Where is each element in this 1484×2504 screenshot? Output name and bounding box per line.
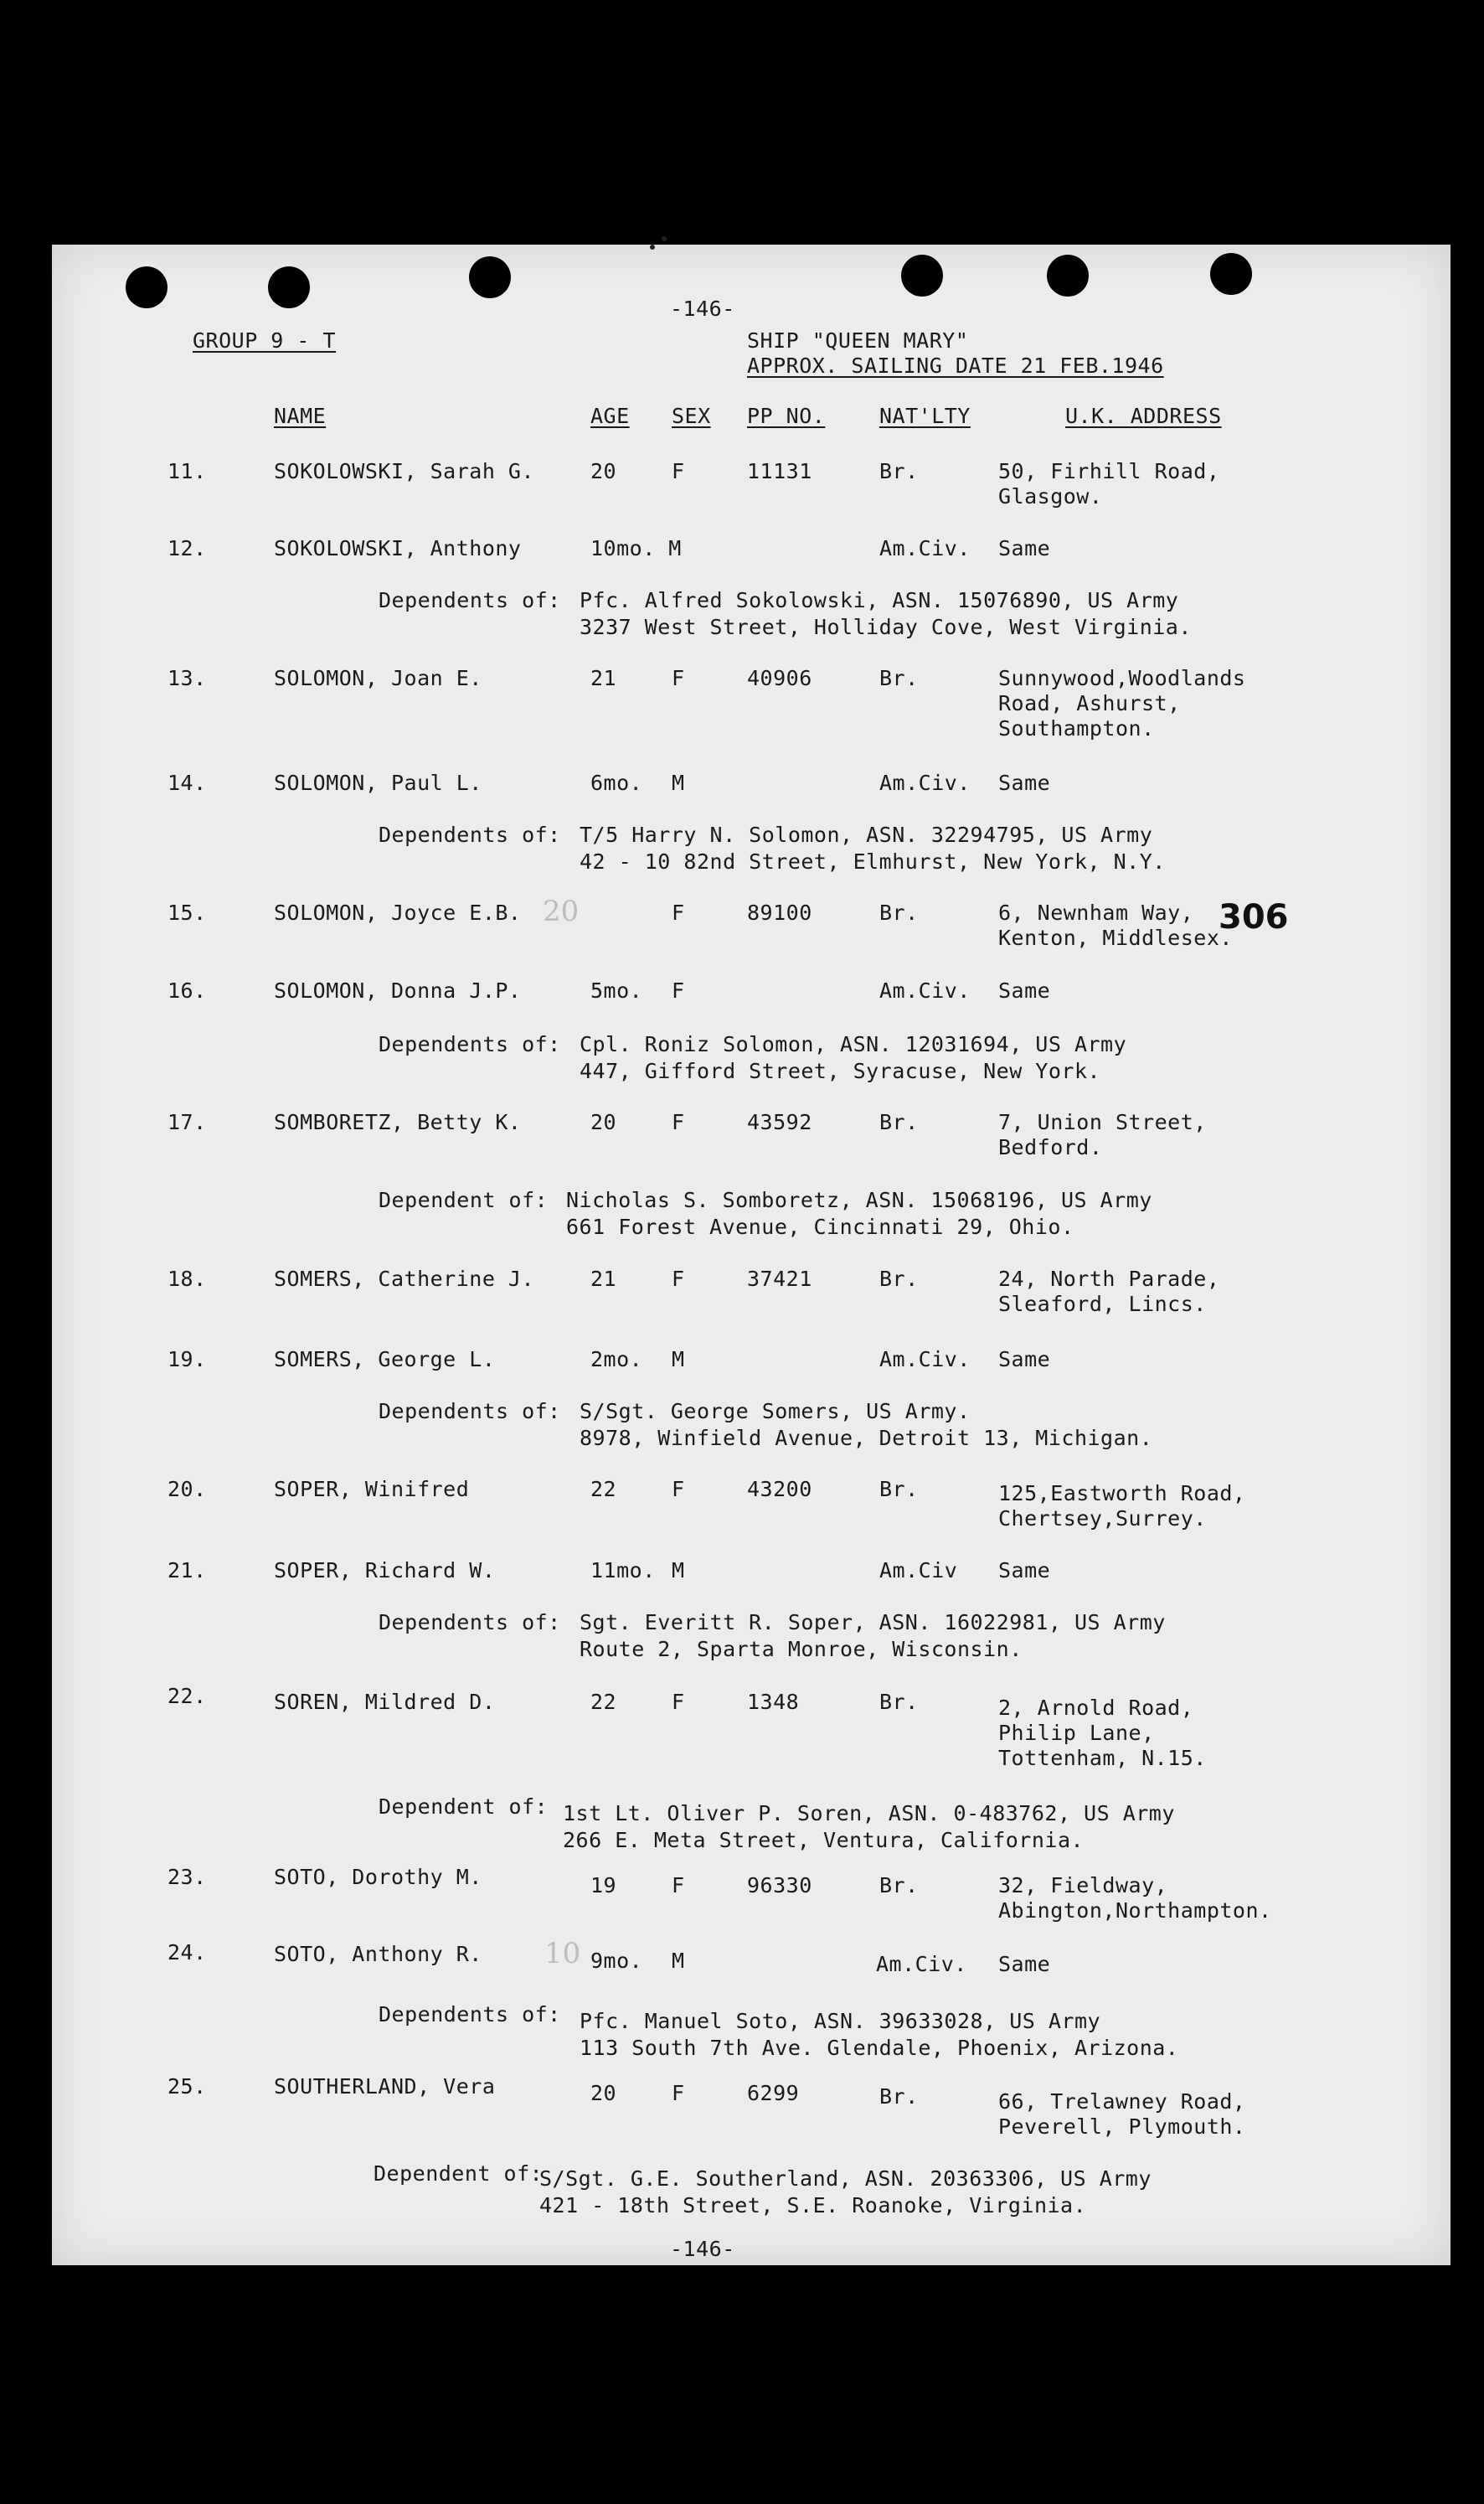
entry-passport: 89100 [747,901,812,925]
dependents-line: 42 - 10 82nd Street, Elmhurst, New York, N.Y. [580,849,1166,874]
entry-address: Same [998,1347,1051,1371]
punch-hole [1047,255,1089,297]
punch-hole [469,256,511,298]
punch-hole [901,255,943,297]
entry-passport: 43200 [747,1477,812,1501]
col-address-header: U.K. ADDRESS [1065,404,1222,428]
entry-number: 20. [167,1477,207,1501]
dependents-label: Dependents of: [379,1610,561,1634]
entry-age: 5mo. [590,978,643,1003]
entry-sex: M [672,1558,685,1582]
entry-sex: F [672,1873,685,1897]
entry-name: SOKOLOWSKI, Sarah G. [274,459,535,483]
entry-age: 2mo. [590,1347,643,1371]
col-nationality-header: NAT'LTY [879,404,971,428]
entry-nationality: Br. [879,901,919,925]
entry-passport: 11131 [747,459,812,483]
entry-nationality: Br. [879,1873,919,1897]
entry-name: SOLOMON, Joyce E.B. [274,901,522,925]
dependents-label: Dependent of: [379,1794,549,1819]
entry-address: Same [998,1558,1051,1582]
entry-age: 19 [590,1873,617,1897]
entry-name: SOMBORETZ, Betty K. [274,1110,522,1134]
col-pp-header: PP NO. [747,404,826,428]
punch-hole [126,266,167,308]
entry-passport: 43592 [747,1110,812,1134]
dependents-line: T/5 Harry N. Solomon, ASN. 32294795, US Army [580,823,1153,847]
page-number-top: -146- [670,297,735,321]
entry-number: 18. [167,1267,207,1291]
entry-sex: F [672,666,685,690]
dependents-line: 113 South 7th Ave. Glendale, Phoenix, Arizona. [580,2036,1179,2060]
entry-sex: F [672,978,685,1003]
dependents-line: 421 - 18th Street, S.E. Roanoke, Virginia. [539,2193,1087,2217]
entry-sex: M [672,771,685,795]
entry-age: 22 [590,1690,617,1714]
dependents-line: 266 E. Meta Street, Ventura, California. [563,1828,1085,1852]
entry-name: SOTO, Dorothy M. [274,1865,482,1889]
dependents-label: Dependents of: [379,588,561,612]
entry-age: 6mo. [590,771,643,795]
entry-nationality: Br. [879,666,919,690]
entry-address: 50, Firhill Road, [998,459,1220,483]
dependents-line: S/Sgt. George Somers, US Army. [580,1399,971,1423]
entry-nationality: Am.Civ [879,1558,958,1582]
group-label: GROUP 9 - T [193,328,337,353]
sailing-date: APPROX. SAILING DATE 21 FEB.1946 [747,354,1164,378]
dependents-line: 3237 West Street, Holliday Cove, West Virginia. [580,615,1192,639]
entry-age: 21 [590,666,617,690]
entry-number: 24. [167,1940,207,1964]
entry-address: Same [998,1952,1051,1976]
pencil-mark: 20 [543,895,580,928]
entry-passport: 1348 [747,1690,800,1714]
entry-sex: F [672,459,685,483]
document-page [52,245,1451,2265]
entry-passport: 96330 [747,1873,812,1897]
entry-age: 20 [590,459,617,483]
entry-sex: F [672,1477,685,1501]
entry-passport: 37421 [747,1267,812,1291]
entry-passport: 6299 [747,2081,800,2105]
col-name-header: NAME [274,404,327,428]
entry-number: 23. [167,1865,207,1889]
entry-age: 20 [590,2081,617,2105]
dependents-line: 8978, Winfield Avenue, Detroit 13, Michigan. [580,1426,1153,1450]
entry-address: Kenton, Middlesex. [998,926,1233,950]
entry-address: 66, Trelawney Road, [998,2089,1246,2114]
entry-name: SOTO, Anthony R. [274,1942,482,1966]
entry-number: 17. [167,1110,207,1134]
dependents-line: 661 Forest Avenue, Cincinnati 29, Ohio. [566,1215,1074,1239]
dependents-line: 1st Lt. Oliver P. Soren, ASN. 0-483762, US Army [563,1801,1175,1825]
entry-address: Same [998,978,1051,1003]
dependents-line: S/Sgt. G.E. Southerland, ASN. 20363306, US Army [539,2166,1152,2191]
entry-nationality: Br. [879,2084,919,2109]
entry-sex: M [672,1949,685,1973]
entry-address: Abington,Northampton. [998,1898,1272,1923]
entry-age: 21 [590,1267,617,1291]
dependents-label: Dependents of: [379,1399,561,1423]
entry-address: Same [998,536,1051,560]
entry-nationality: Am.Civ. [876,1952,967,1976]
entry-number: 22. [167,1684,207,1708]
entry-age: 9mo. [590,1949,643,1973]
entry-age: 11mo. [590,1558,656,1582]
entry-address: Road, Ashurst, [998,691,1181,715]
dependents-line: 447, Gifford Street, Syracuse, New York. [580,1059,1101,1083]
entry-name: SOREN, Mildred D. [274,1690,496,1714]
entry-nationality: Br. [879,1477,919,1501]
entry-address: 32, Fieldway, [998,1873,1168,1897]
entry-address: Bedford. [998,1135,1103,1159]
page-stamp-number: 306 [1219,898,1289,937]
entry-nationality: Am.Civ. [879,536,971,560]
entry-number: 14. [167,771,207,795]
ship-name: SHIP "QUEEN MARY" [747,328,969,353]
entry-nationality: Am.Civ. [879,1347,971,1371]
punch-hole [268,266,310,308]
entry-address: Same [998,771,1051,795]
entry-address: Southampton. [998,716,1155,741]
dependents-label: Dependents of: [379,823,561,847]
dependents-label: Dependents of: [379,2002,561,2026]
entry-passport: 40906 [747,666,812,690]
entry-sex: F [672,1267,685,1291]
entry-address: Glasgow. [998,484,1103,509]
dependents-line: Pfc. Manuel Soto, ASN. 39633028, US Army [580,2009,1101,2033]
entry-number: 25. [167,2074,207,2099]
entry-sex: F [672,901,685,925]
dependents-line: Route 2, Sparta Monroe, Wisconsin. [580,1637,1023,1661]
pencil-mark: 10 [544,1937,581,1970]
entry-age: 22 [590,1477,617,1501]
entry-address: 125,Eastworth Road, [998,1481,1246,1505]
page-number-bottom: -146- [670,2237,735,2261]
col-age-header: AGE [590,404,630,428]
entry-address: 6, Newnham Way, [998,901,1194,925]
entry-sex: F [672,1690,685,1714]
entry-name: SOKOLOWSKI, Anthony [274,536,522,560]
entry-nationality: Am.Civ. [879,978,971,1003]
entry-sex: M [672,1347,685,1371]
entry-address: 24, North Parade, [998,1267,1220,1291]
entry-name: SOLOMON, Donna J.P. [274,978,522,1003]
entry-name: SOUTHERLAND, Vera [274,2074,496,2099]
entry-address: Sleaford, Lincs. [998,1292,1207,1316]
entry-age: 10mo. M [590,536,682,560]
dependents-label: Dependent of: [374,2161,544,2186]
speck [662,236,667,241]
entry-nationality: Br. [879,1110,919,1134]
entry-nationality: Br. [879,459,919,483]
entry-address: Philip Lane, [998,1721,1155,1745]
entry-name: SOMERS, Catherine J. [274,1267,535,1291]
entry-number: 15. [167,901,207,925]
dependents-line: Nicholas S. Somboretz, ASN. 15068196, US Army [566,1188,1152,1212]
entry-nationality: Br. [879,1690,919,1714]
speck [650,245,655,250]
entry-address: Chertsey,Surrey. [998,1506,1207,1531]
dependents-line: Pfc. Alfred Sokolowski, ASN. 15076890, US Army [580,588,1179,612]
entry-nationality: Br. [879,1267,919,1291]
dependents-label: Dependent of: [379,1188,549,1212]
entry-sex: F [672,1110,685,1134]
entry-number: 12. [167,536,207,560]
entry-nationality: Am.Civ. [879,771,971,795]
entry-number: 11. [167,459,207,483]
dependents-label: Dependents of: [379,1032,561,1056]
col-sex-header: SEX [672,404,711,428]
dependents-line: Sgt. Everitt R. Soper, ASN. 16022981, US Army [580,1610,1166,1634]
entry-name: SOPER, Richard W. [274,1558,496,1582]
entry-name: SOLOMON, Paul L. [274,771,482,795]
entry-address: Sunnywood,Woodlands [998,666,1246,690]
entry-name: SOLOMON, Joan E. [274,666,482,690]
entry-number: 16. [167,978,207,1003]
entry-address: Tottenham, N.15. [998,1746,1207,1770]
entry-age: 20 [590,1110,617,1134]
entry-sex: F [672,2081,685,2105]
dependents-line: Cpl. Roniz Solomon, ASN. 12031694, US Army [580,1032,1127,1056]
entry-address: 7, Union Street, [998,1110,1207,1134]
punch-hole [1210,253,1252,295]
entry-name: SOPER, Winifred [274,1477,470,1501]
entry-address: 2, Arnold Road, [998,1696,1194,1720]
entry-number: 21. [167,1558,207,1582]
entry-name: SOMERS, George L. [274,1347,496,1371]
entry-number: 19. [167,1347,207,1371]
entry-number: 13. [167,666,207,690]
entry-address: Peverell, Plymouth. [998,2114,1246,2139]
